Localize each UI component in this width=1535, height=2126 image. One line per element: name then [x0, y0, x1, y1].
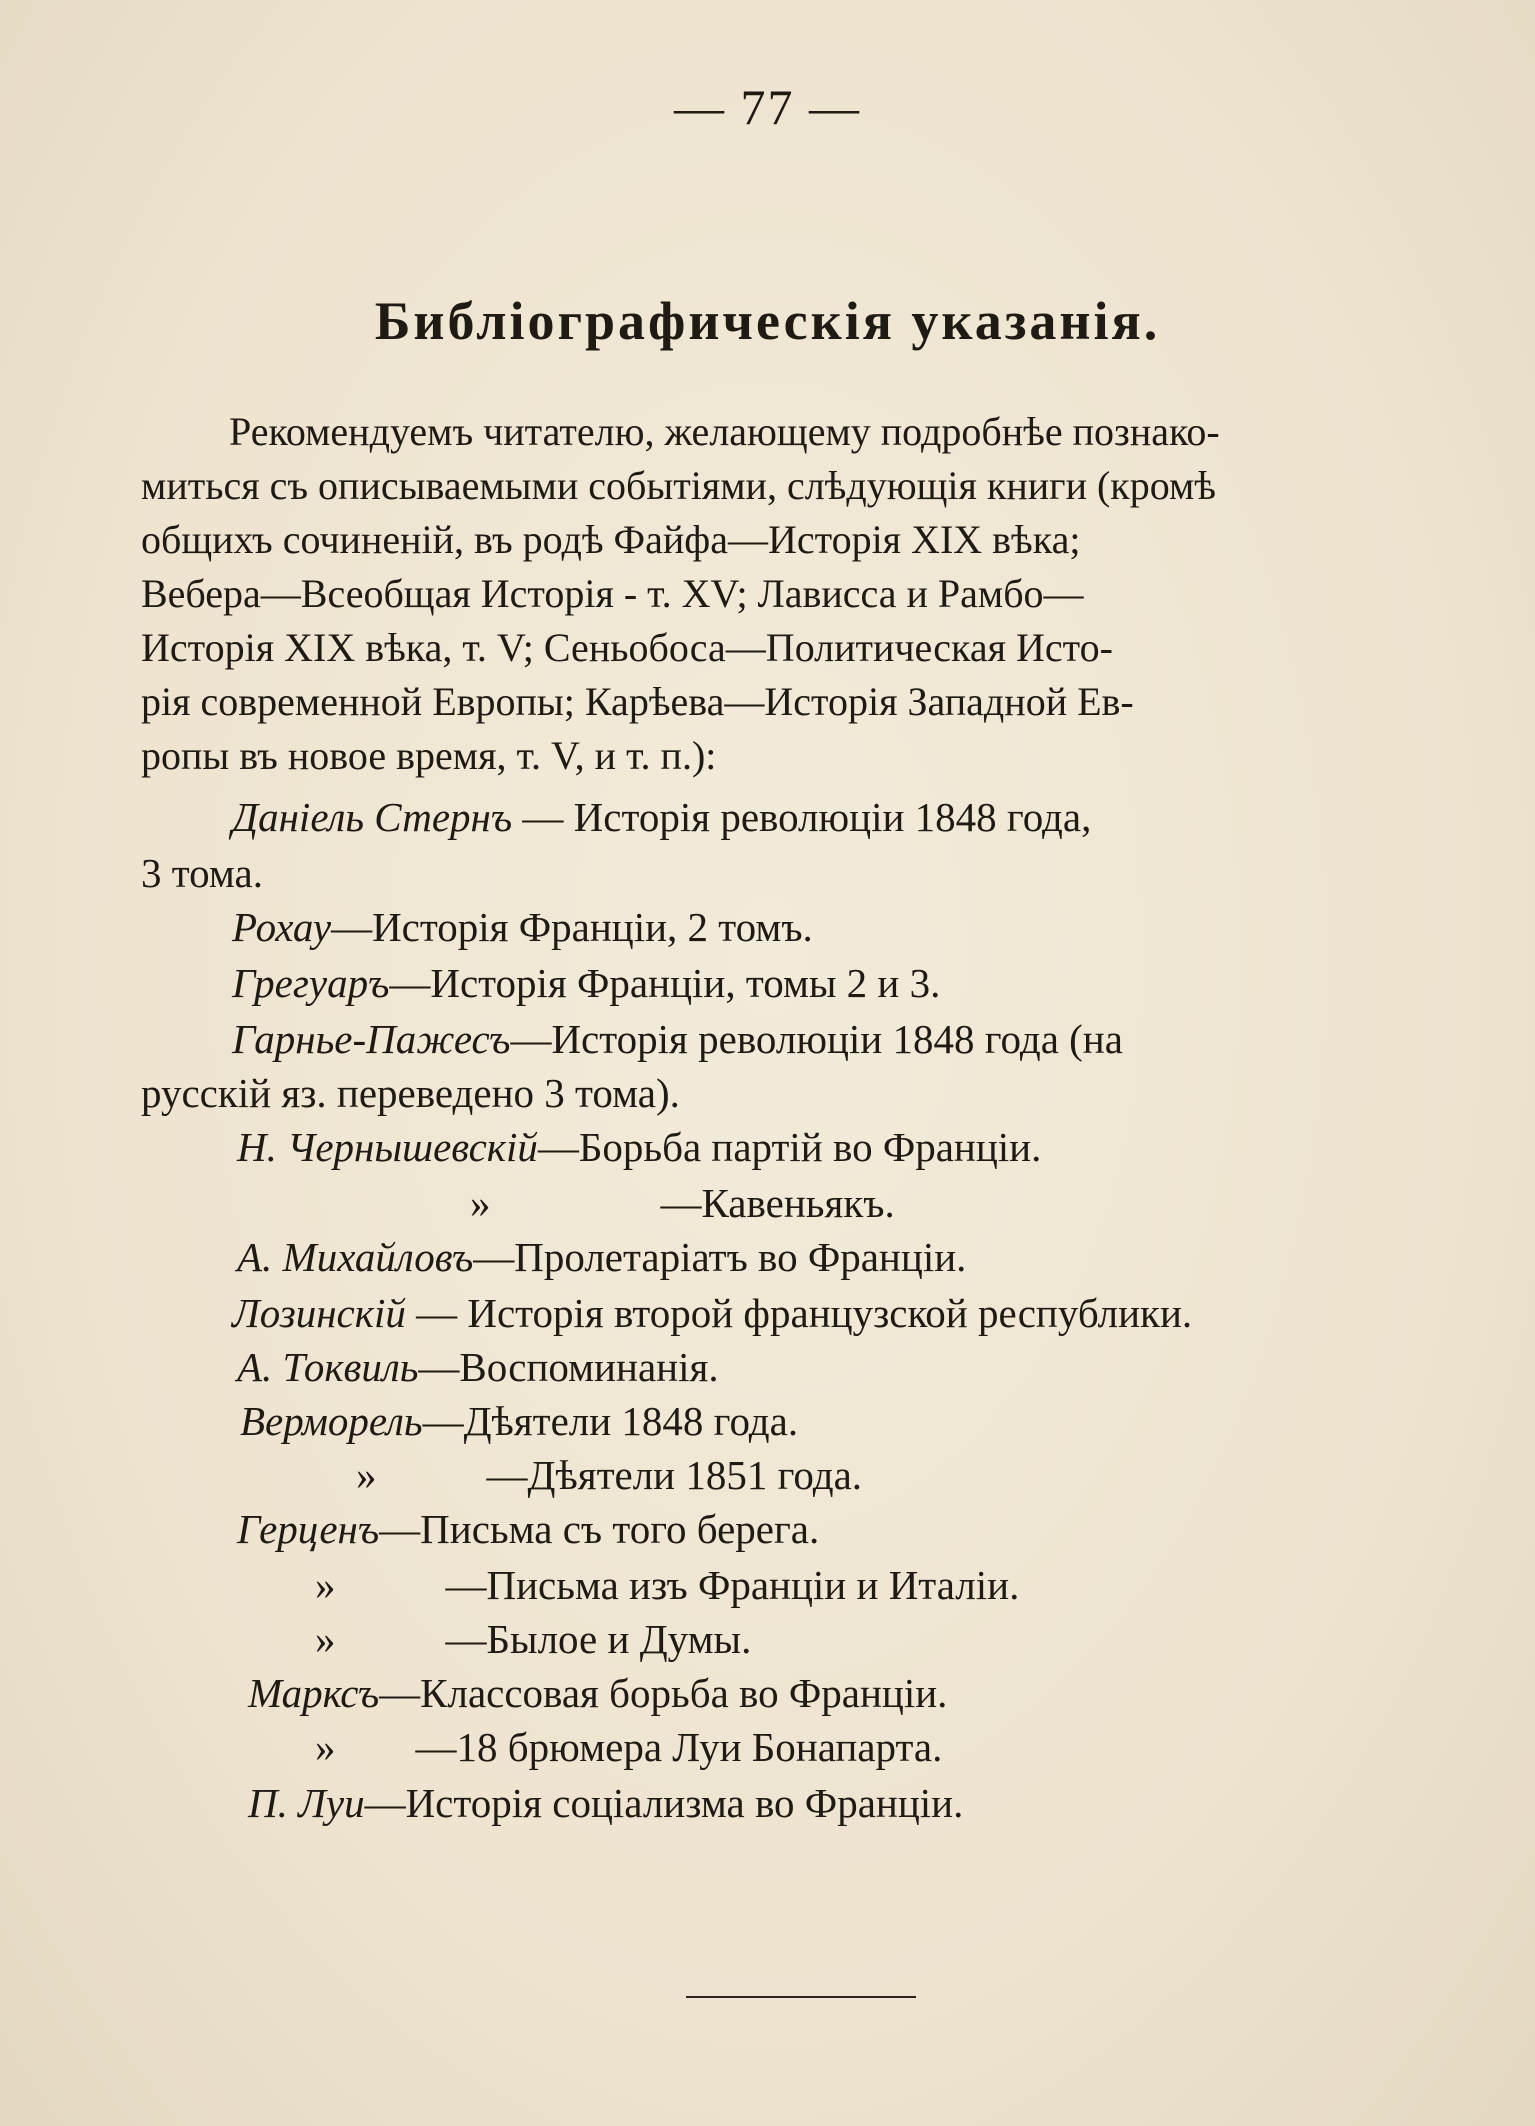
- entry-title: —Исторія Франціи, 2 томъ.: [331, 904, 813, 950]
- entry-title: —Письма съ того берега.: [379, 1506, 820, 1552]
- bibliography-entry: [141, 846, 263, 900]
- entry-title: —Исторія Франціи, томы 2 и 3.: [389, 960, 941, 1006]
- entry-author: Верморель: [240, 1398, 423, 1444]
- bibliography-entry: [232, 956, 940, 1010]
- entry-author: Гарнье-Пажесъ: [232, 1016, 511, 1062]
- bibliography-entry: [232, 1286, 1192, 1340]
- entry-title: русскій яз. переведено 3 тома).: [141, 1070, 680, 1116]
- entry-title: —Былое и Думы.: [445, 1616, 752, 1662]
- bibliography-entry: [315, 1720, 942, 1774]
- entry-title: —Письма изъ Франціи и Италіи.: [445, 1562, 1020, 1608]
- entry-author: Лозинскій: [232, 1290, 406, 1336]
- bibliography-entry: [237, 1230, 966, 1284]
- intro-line: ропы въ новое время, т. V, и т. п.):: [141, 733, 717, 778]
- entry-title: —Исторія революціи 1848 года (на: [510, 1016, 1123, 1062]
- entry-title: —Дѣятели 1851 года.: [486, 1452, 863, 1498]
- entry-title: —Классовая борьба во Франціи.: [379, 1670, 948, 1716]
- intro-line: миться съ описываемыми событіями, слѣдующія книги (кромѣ: [141, 463, 1216, 508]
- intro-line: общихъ сочиненій, въ родѣ Файфа—Исторія XIX вѣка;: [141, 517, 1081, 562]
- entry-author: Герценъ: [237, 1506, 380, 1552]
- entry-author: Грегуаръ: [232, 960, 390, 1006]
- bibliography-entry: [237, 1340, 719, 1394]
- ditto-mark: »: [315, 1616, 336, 1662]
- intro-line: рія современной Европы; Карѣева—Исторія Западной Ев-: [141, 679, 1134, 724]
- bibliography-entry: [237, 1502, 819, 1556]
- entry-author: Н. Чернышевскій: [237, 1124, 538, 1170]
- entry-author: А. Михайловъ: [237, 1234, 474, 1280]
- page-title: Библіографическія указанія.: [374, 291, 1161, 351]
- ditto-mark: »: [470, 1180, 491, 1226]
- entry-author: П. Луи: [248, 1780, 365, 1826]
- bibliography-entry: [141, 1066, 680, 1120]
- entry-title: — Исторія революціи 1848 года,: [512, 794, 1092, 840]
- entry-title: —Исторія соціализма во Франціи.: [364, 1780, 964, 1826]
- bibliography-entry: [232, 790, 1091, 844]
- intro-line: Рекомендуемъ читателю, желающему подробнѣе познако-: [229, 409, 1220, 454]
- bibliography-entry: [470, 1176, 895, 1230]
- entry-title: 3 тома.: [141, 850, 263, 896]
- ditto-mark: »: [315, 1562, 336, 1608]
- bibliography-entry: [232, 1012, 1123, 1066]
- bibliography-entry: [315, 1612, 751, 1666]
- entry-title: —Пролетаріатъ во Франціи.: [473, 1234, 967, 1280]
- bibliography-entry: [315, 1558, 1019, 1612]
- entry-author: Рохау: [232, 904, 332, 950]
- entry-title: —18 брюмера Луи Бонапарта.: [415, 1724, 943, 1770]
- entry-author: Марксъ: [248, 1670, 380, 1716]
- entry-title: — Исторія второй французской республики.: [405, 1290, 1193, 1336]
- bibliography-entry: [248, 1776, 963, 1830]
- page-number: — 77 —: [674, 79, 861, 135]
- closing-rule: [686, 1996, 916, 1998]
- entry-author: А. Токвиль: [237, 1344, 419, 1390]
- entry-author: Даніель Стернъ: [232, 794, 513, 840]
- entry-title: —Воспоминанія.: [418, 1344, 719, 1390]
- bibliography-entry: [232, 900, 813, 954]
- entry-title: —Кавеньякъ.: [660, 1180, 895, 1226]
- ditto-mark: »: [315, 1724, 336, 1770]
- intro-line: Вебера—Всеобщая Исторія - т. XV; Лависса и Рамбо—: [141, 571, 1084, 616]
- bibliography-entry: [248, 1666, 947, 1720]
- bibliography-entry: [356, 1448, 862, 1502]
- entry-title: —Борьба партій во Франціи.: [537, 1124, 1042, 1170]
- intro-line: Исторія XIX вѣка, т. V; Сеньобоса—Политическая Исто-: [141, 625, 1113, 670]
- bibliography-entry: [237, 1120, 1041, 1174]
- bibliography-entry: [240, 1394, 798, 1448]
- entry-title: —Дѣятели 1848 года.: [422, 1398, 799, 1444]
- ditto-mark: »: [356, 1452, 377, 1498]
